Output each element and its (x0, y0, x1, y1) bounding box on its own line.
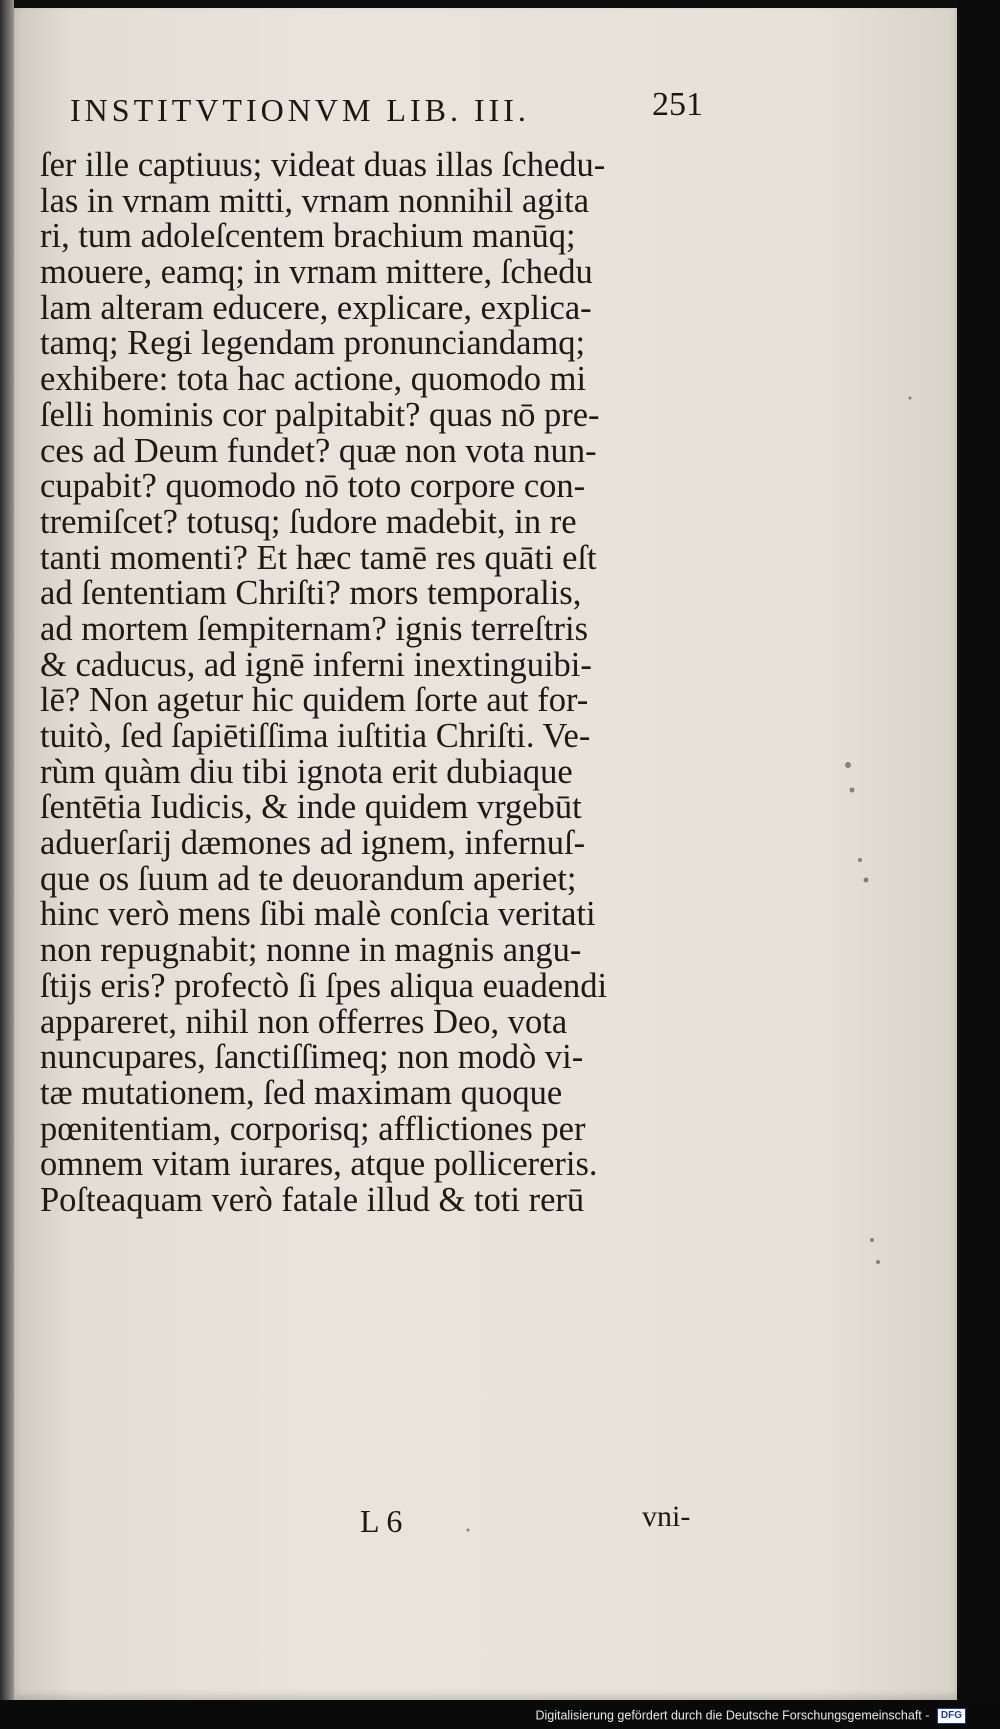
text-line: mouere, eamq; in vrnam mittere, ſchedu (40, 253, 593, 292)
text-line: ad mortem ſempiternam? ignis terreſtris (40, 609, 588, 648)
text-line: tuitò, ſed ſapiētiſſima iuſtitia Chriſti. Ve- (40, 717, 591, 755)
speck (864, 878, 869, 883)
speck (876, 1260, 880, 1264)
credit-text: Digitalisierung gefördert durch die Deutsche Forschungsgemeinschaft - (535, 1708, 930, 1723)
text-line: tremiſcet? totusq; ſudore madebit, in re (40, 502, 577, 541)
catchword: vni- (642, 1500, 691, 1533)
text-line: ſtijs eris? profectò ſi ſpes aliqua euadendi (40, 966, 608, 1005)
running-head-title: INSTITVTIONVM LIB. (70, 92, 462, 128)
digitization-credit (535, 1708, 966, 1724)
text-line: rùm quàm diu tibi ignota erit dubiaque (40, 752, 573, 791)
text-line: pœnitentiam, corporisq; afflictiones per (40, 1109, 586, 1148)
folio-number: 251 (652, 86, 703, 123)
text-line: tamq; Regi legendam pronunciandamq; (40, 324, 586, 363)
book-number: III. (473, 92, 530, 128)
text-line: non repugnabit; nonne in magnis angu- (40, 931, 582, 970)
speck (845, 762, 851, 768)
text-line: tanti momenti? Et hæc tamē res quāti eſt (40, 538, 597, 577)
dfg-logo: DFG (937, 1708, 966, 1724)
text-line: hinc verò mens ſibi malè conſcia veritati (40, 895, 596, 934)
speck (870, 1238, 874, 1242)
text-line: omnem vitam iurares, atque pollicereris. (40, 1145, 598, 1184)
speck (467, 1529, 470, 1532)
text-line: exhibere: tota hac actione, quomodo mi (40, 360, 587, 399)
text-line: aduerſarij dæmones ad ignem, infernuſ- (40, 824, 586, 863)
text-line: ſentētia Iudicis, & inde quidem vrgebūt (40, 788, 582, 827)
text-line: cupabit? quomodo nō toto corpore con- (40, 467, 586, 506)
text-line: & caducus, ad ignē inferni inextinguibi- (40, 645, 592, 684)
text-line: tæ mutationem, ſed maximam quoque (40, 1073, 563, 1112)
speck (850, 788, 855, 793)
scan-border-right (957, 0, 1000, 1700)
text-line: ri, tum adoleſcentem brachium manūq; (40, 217, 576, 256)
speck (858, 858, 862, 862)
text-line: Poſteaquam verò fatale illud & toti rerū (40, 1180, 585, 1219)
text-line: lam alteram educere, explicare, explica- (40, 288, 592, 327)
text-line: nuncupares, ſanctiſſimeq; non modò vi- (40, 1038, 584, 1077)
signature-mark: L 6 (360, 1503, 403, 1539)
text-line: ces ad Deum fundet? quæ non vota nun- (40, 431, 597, 470)
text-line: appareret, nihil non offerres Deo, vota (40, 1002, 568, 1041)
text-line: ſelli hominis cor palpitabit? quas nō pre- (40, 395, 600, 434)
text-line: ſer ille captiuus; videat duas illas ſchedu- (40, 146, 606, 184)
text-line: las in vrnam mitti, vrnam nonnihil agita (40, 181, 590, 220)
text-line: lē? Non agetur hic quidem ſorte aut for- (40, 681, 589, 720)
speck (909, 397, 912, 400)
text-line: que os ſuum ad te deuorandum aperiet; (40, 859, 577, 898)
text-line: ad ſententiam Chriſti? mors temporalis, (40, 574, 582, 613)
